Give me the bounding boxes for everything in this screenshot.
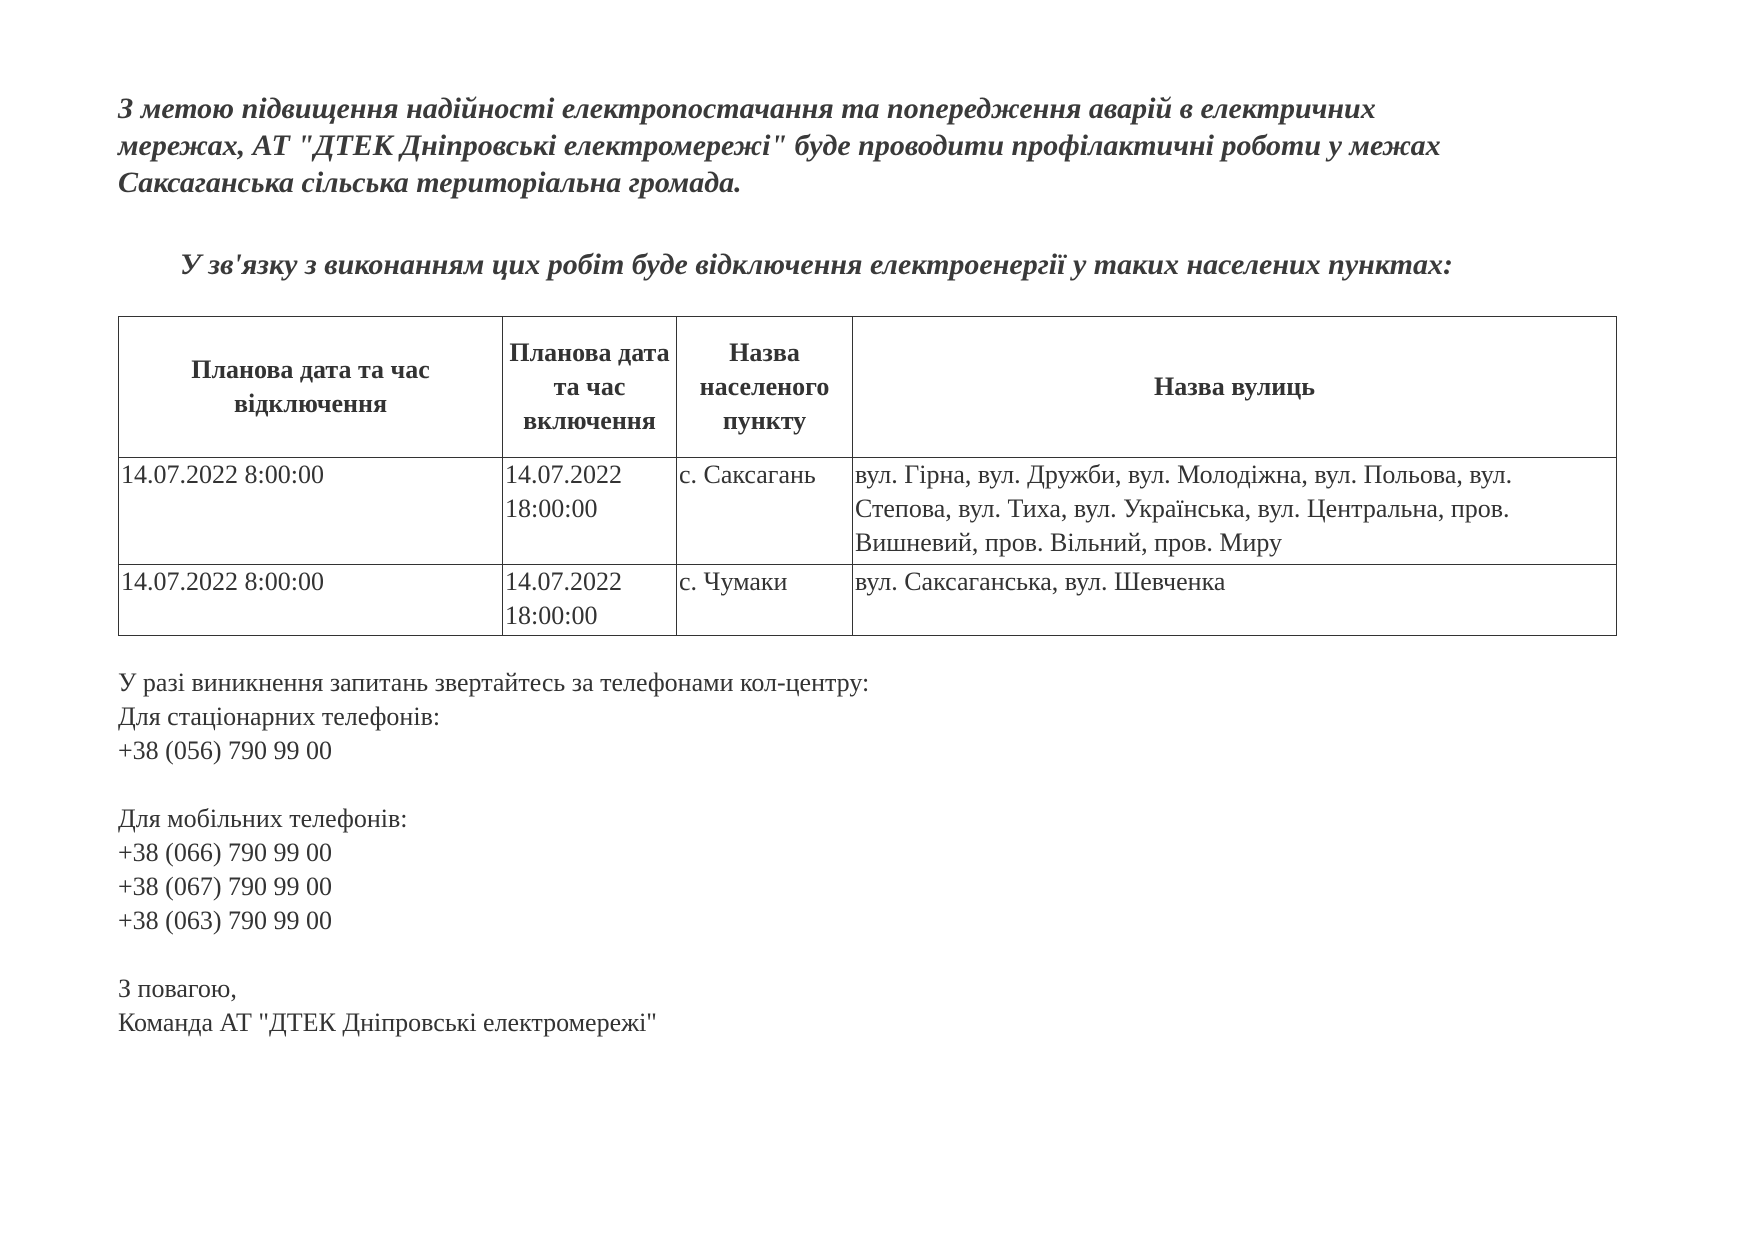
outage-subheading: У зв'язку з виконанням цих робіт буде відключення електроенергії у таких населених пунктах: [180,248,1453,281]
header-on-time: Планова дата та час включення [503,317,677,458]
mobile-phone: +38 (067) 790 99 00 [118,872,332,901]
cell-on-time: 14.07.2022 18:00:00 [503,458,677,565]
header-streets: Назва вулиць [853,317,1617,458]
intro-line: мережах, АТ "ДТЕК Дніпровські електромережі" буде проводити профілактичні роботи у межах [118,129,1441,162]
cell-streets: вул. Гірна, вул. Дружби, вул. Молодіжна, вул. Польова, вул. Степова, вул. Тиха, вул. Українська, вул. Центральна, пров. Вишневий, пров. Вільний, пров. Миру [853,458,1617,565]
intro-paragraph [118,90,1638,201]
intro-line: Саксаганська сільська територіальна громада. [118,166,742,199]
contact-section [118,666,1318,1040]
cell-off-time: 14.07.2022 8:00:00 [119,458,503,565]
contacts-intro: У разі виникнення запитань звертайтесь за телефонами кол-центру: [118,668,870,697]
mobile-phone: +38 (066) 790 99 00 [118,838,332,867]
header-off-time: Планова дата та час відключення [119,317,503,458]
landline-label: Для стаціонарних телефонів: [118,702,441,731]
landline-phone: +38 (056) 790 99 00 [118,736,332,765]
mobile-label: Для мобільних телефонів: [118,804,408,833]
cell-off-time: 14.07.2022 8:00:00 [119,565,503,636]
table-row [119,458,1617,565]
cell-settlement: с. Саксагань [677,458,853,565]
table-row [119,565,1617,636]
cell-on-time: 14.07.2022 18:00:00 [503,565,677,636]
table-header-row [119,317,1617,458]
cell-streets: вул. Саксаганська, вул. Шевченка [853,565,1617,636]
outage-schedule-table [118,316,1617,636]
header-settlement: Назва населеного пункту [677,317,853,458]
signature: Команда АТ "ДТЕК Дніпровські електромережі" [118,1008,657,1037]
closing-text: З повагою, [118,974,237,1003]
intro-line: З метою підвищення надійності електропостачання та попередження аварій в електричних [118,92,1376,125]
cell-settlement: с. Чумаки [677,565,853,636]
mobile-phone: +38 (063) 790 99 00 [118,906,332,935]
